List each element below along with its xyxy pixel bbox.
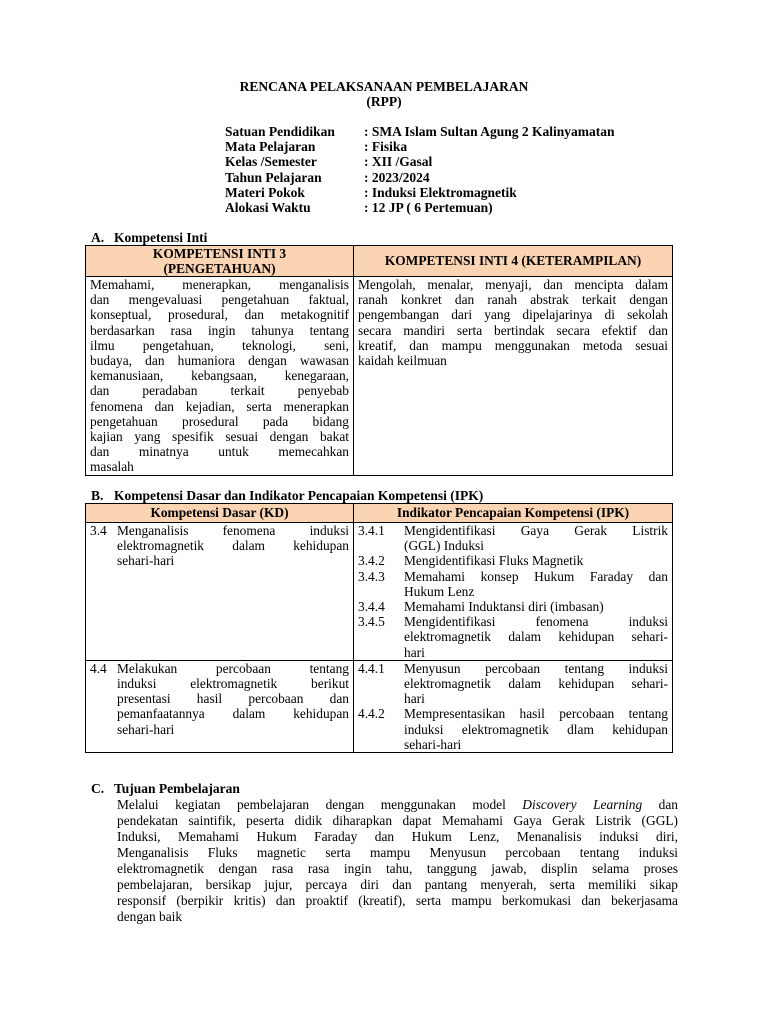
ki3-line: dan peradaban terkait penyebab xyxy=(90,383,349,399)
identity-block xyxy=(225,124,615,215)
ipk-text xyxy=(404,706,668,752)
ki3-header: KOMPETENSI INTI 3 (PENGETAHUAN) xyxy=(86,246,354,277)
ipk-number: 4.4.2 xyxy=(358,706,385,722)
document-subtitle: (RPP) xyxy=(366,94,402,109)
ipk-text xyxy=(404,569,668,599)
ki4-line: kreatif, dan mampu menggunakan metoda sesuai xyxy=(358,337,668,353)
identity-row xyxy=(225,139,615,154)
kd-header: Kompetensi Dasar (KD) xyxy=(86,504,354,523)
identity-value: : SMA Islam Sultan Agung 2 Kalinyamatan xyxy=(364,124,615,139)
kd-text xyxy=(117,523,349,569)
ipk-number: 3.4.5 xyxy=(358,614,385,630)
tujuan-line: Menganalisis Fluks magnetic serta mampu Menyusun percobaan tentang induksi xyxy=(117,845,678,860)
ki4-content xyxy=(354,277,673,476)
section-c-letter: C. xyxy=(91,781,105,796)
identity-row xyxy=(225,154,615,169)
ki3-line: Memahami, menerapkan, menganalisis xyxy=(90,277,349,292)
ipk-item xyxy=(358,661,668,707)
identity-row xyxy=(225,124,615,139)
ipk-header: Indikator Pencapaian Kompetensi (IPK) xyxy=(354,504,673,523)
ki3-line: konseptual, prosedural, dan metakognitif xyxy=(90,307,349,323)
identity-label: Materi Pokok xyxy=(225,184,305,200)
kd-item xyxy=(90,661,349,737)
identity-row xyxy=(225,185,615,200)
identity-label: Tahun Pelajaran xyxy=(225,169,322,185)
tujuan-line: pendekatan saintifik, peserta didik diharapkan dapat Memahami Gaya Gerak Listrik (GGL) xyxy=(117,813,678,828)
ipk-line: Memahami konsep Hukum Faraday dan xyxy=(404,568,668,584)
section-a-heading xyxy=(91,230,207,246)
ki4-line: kaidah keilmuan xyxy=(358,353,447,369)
ki4-line: pengembangan dari yang dipelajarinya di sekolah xyxy=(358,307,668,323)
ipk-item xyxy=(358,614,668,660)
ipk-number: 4.4.1 xyxy=(358,660,385,676)
kd-line: Melakukan percobaan tentang xyxy=(117,660,349,676)
kd-number: 4.4 xyxy=(90,660,107,676)
ki3-line: kajian yang spesifik sesuai dengan bakat xyxy=(90,429,349,445)
ki3-line: dan mengevaluasi pengetahuan faktual, xyxy=(90,292,349,308)
ipk-line: induksi elektromagnetik dlam kehidupan xyxy=(404,721,668,737)
ki4-line: Mengolah, menalar, menyaji, dan mencipta dalam xyxy=(358,277,668,292)
kd-item xyxy=(90,523,349,569)
ipk-line: hari xyxy=(404,691,425,707)
section-b-letter: B. xyxy=(91,488,104,503)
ki3-line: kemanusiaan, kebangsaan, kenegaraan, xyxy=(90,368,349,384)
ki4-header: KOMPETENSI INTI 4 (KETERAMPILAN) xyxy=(354,246,673,277)
ipk-line: Mengidentifikasi Fluks Magnetik xyxy=(404,553,584,569)
kd-line: induksi elektromagnetik berikut xyxy=(117,676,349,692)
identity-row xyxy=(225,200,615,215)
tujuan-paragraph xyxy=(117,797,678,925)
ki4-line: ranah konkret dan ranah abstrak terkait dengan xyxy=(358,292,668,308)
tujuan-line: Induksi, Memahami Hukum Faraday dan Hukum Lenz, Menanalisis induksi diri, xyxy=(117,829,678,844)
tujuan-line: dengan baik xyxy=(117,909,183,924)
ipk-line: Mempresentasikan hasil percobaan tentang xyxy=(404,706,668,722)
identity-label: Mata Pelajaran xyxy=(225,139,316,155)
ki3-line: masalah xyxy=(90,459,134,475)
section-a-letter: A. xyxy=(91,230,105,245)
kd-number: 3.4 xyxy=(90,523,107,538)
identity-value: : XII /Gasal xyxy=(364,154,433,170)
ipk-line: (GGL) Induksi xyxy=(404,538,484,554)
kd-cell xyxy=(86,523,354,661)
tujuan-line: pembelajaran, bersikap jujur, percaya diri dan pantang menyerah, serta memiliki sikap xyxy=(117,877,678,892)
ki3-line: fenomena dan kejadian, serta menerapkan xyxy=(90,398,349,414)
kd-text xyxy=(117,661,349,737)
kd-row xyxy=(86,523,673,661)
kd-line: Menganalisis fenomena induksi xyxy=(117,523,349,538)
ki3-line: dan minatnya untuk memecahkan xyxy=(90,444,349,460)
kd-cell xyxy=(86,660,354,752)
kd-row xyxy=(86,660,673,752)
ipk-text xyxy=(404,614,668,660)
ipk-line: hari xyxy=(404,644,425,660)
ki3-line: ilmu pengetahuan, teknologi, seni, xyxy=(90,337,349,353)
ki3-line: berdasarkan rasa ingin tahunya tentang xyxy=(90,322,349,338)
ipk-cell xyxy=(354,660,673,752)
ipk-cell xyxy=(354,523,673,661)
ipk-line: Memahami Induktansi diri (imbasan) xyxy=(404,599,604,615)
ipk-line: Menyusun percobaan tentang induksi xyxy=(404,660,668,676)
ipk-item xyxy=(358,706,668,752)
ipk-text xyxy=(404,599,668,614)
kd-line: pemanfaatannya dalam kehidupan xyxy=(117,706,349,722)
ipk-number: 3.4.2 xyxy=(358,553,385,569)
kd-line: sehari-hari xyxy=(117,553,175,569)
ipk-line: sehari-hari xyxy=(404,736,462,752)
ipk-item xyxy=(358,523,668,553)
ipk-line: Mengidentifikasi Gaya Gerak Listrik xyxy=(404,523,668,538)
ipk-number: 3.4.4 xyxy=(358,599,385,615)
tujuan-line: Melalui kegiatan pembelajaran dengan menggunakan model Discovery Learning dan xyxy=(117,797,678,812)
tujuan-line: responsif (berpikir kritis) dan proaktif (kreatif), serta mampu berkomukasi dan bekerjasama xyxy=(117,893,678,908)
ipk-number: 3.4.1 xyxy=(358,523,385,538)
ipk-line: Mengidentifikasi fenomena induksi xyxy=(404,614,668,630)
identity-label: Satuan Pendidikan xyxy=(225,124,335,139)
ipk-line: Hukum Lenz xyxy=(404,583,475,599)
ki3-line: budaya, dan humaniora dengan wawasan xyxy=(90,353,349,369)
identity-label: Kelas /Semester xyxy=(225,154,317,170)
ki3-line: pengetahuan prosedural pada bidang xyxy=(90,413,349,429)
identity-row xyxy=(225,170,615,185)
ipk-text xyxy=(404,523,668,553)
identity-label: Alokasi Waktu xyxy=(225,199,311,215)
section-c-heading xyxy=(91,781,240,797)
tujuan-line: elektromagnetik dengan rasa rasa ingin tahu, tanggung jawab, displin selama proses xyxy=(117,861,678,876)
section-b-title: Kompetensi Dasar dan Indikator Pencapaian Kompetensi (IPK) xyxy=(114,488,484,503)
kd-line: presentasi hasil percobaan dan xyxy=(117,691,349,707)
identity-value: : 2023/2024 xyxy=(364,169,430,185)
ipk-item xyxy=(358,569,668,599)
ipk-line: elektromagnetik dalam kehidupan sehari- xyxy=(404,629,668,645)
section-b-heading xyxy=(91,488,483,504)
kd-line: elektromagnetik dalam kehidupan xyxy=(117,538,349,554)
section-a-title: Kompetensi Inti xyxy=(114,230,208,245)
kd-ipk-table xyxy=(85,503,673,753)
ipk-item xyxy=(358,599,668,614)
ipk-number: 3.4.3 xyxy=(358,568,385,584)
identity-value: : Fisika xyxy=(364,139,408,155)
ipk-item xyxy=(358,553,668,568)
ipk-line: elektromagnetik dalam kehidupan sehari- xyxy=(404,676,668,692)
identity-value: : Induksi Elektromagnetik xyxy=(364,184,517,200)
ipk-text xyxy=(404,553,668,568)
identity-value: : 12 JP ( 6 Pertemuan) xyxy=(364,199,493,215)
document-title: RENCANA PELAKSANAAN PEMBELAJARAN xyxy=(239,79,529,94)
kompetensi-inti-table xyxy=(85,245,673,476)
ki4-line: secara mandiri serta bertindak secara efektif dan xyxy=(358,322,668,338)
ipk-text xyxy=(404,661,668,707)
kd-line: sehari-hari xyxy=(117,721,175,737)
ki3-content xyxy=(86,277,354,476)
section-c-title: Tujuan Pembelajaran xyxy=(114,781,240,796)
